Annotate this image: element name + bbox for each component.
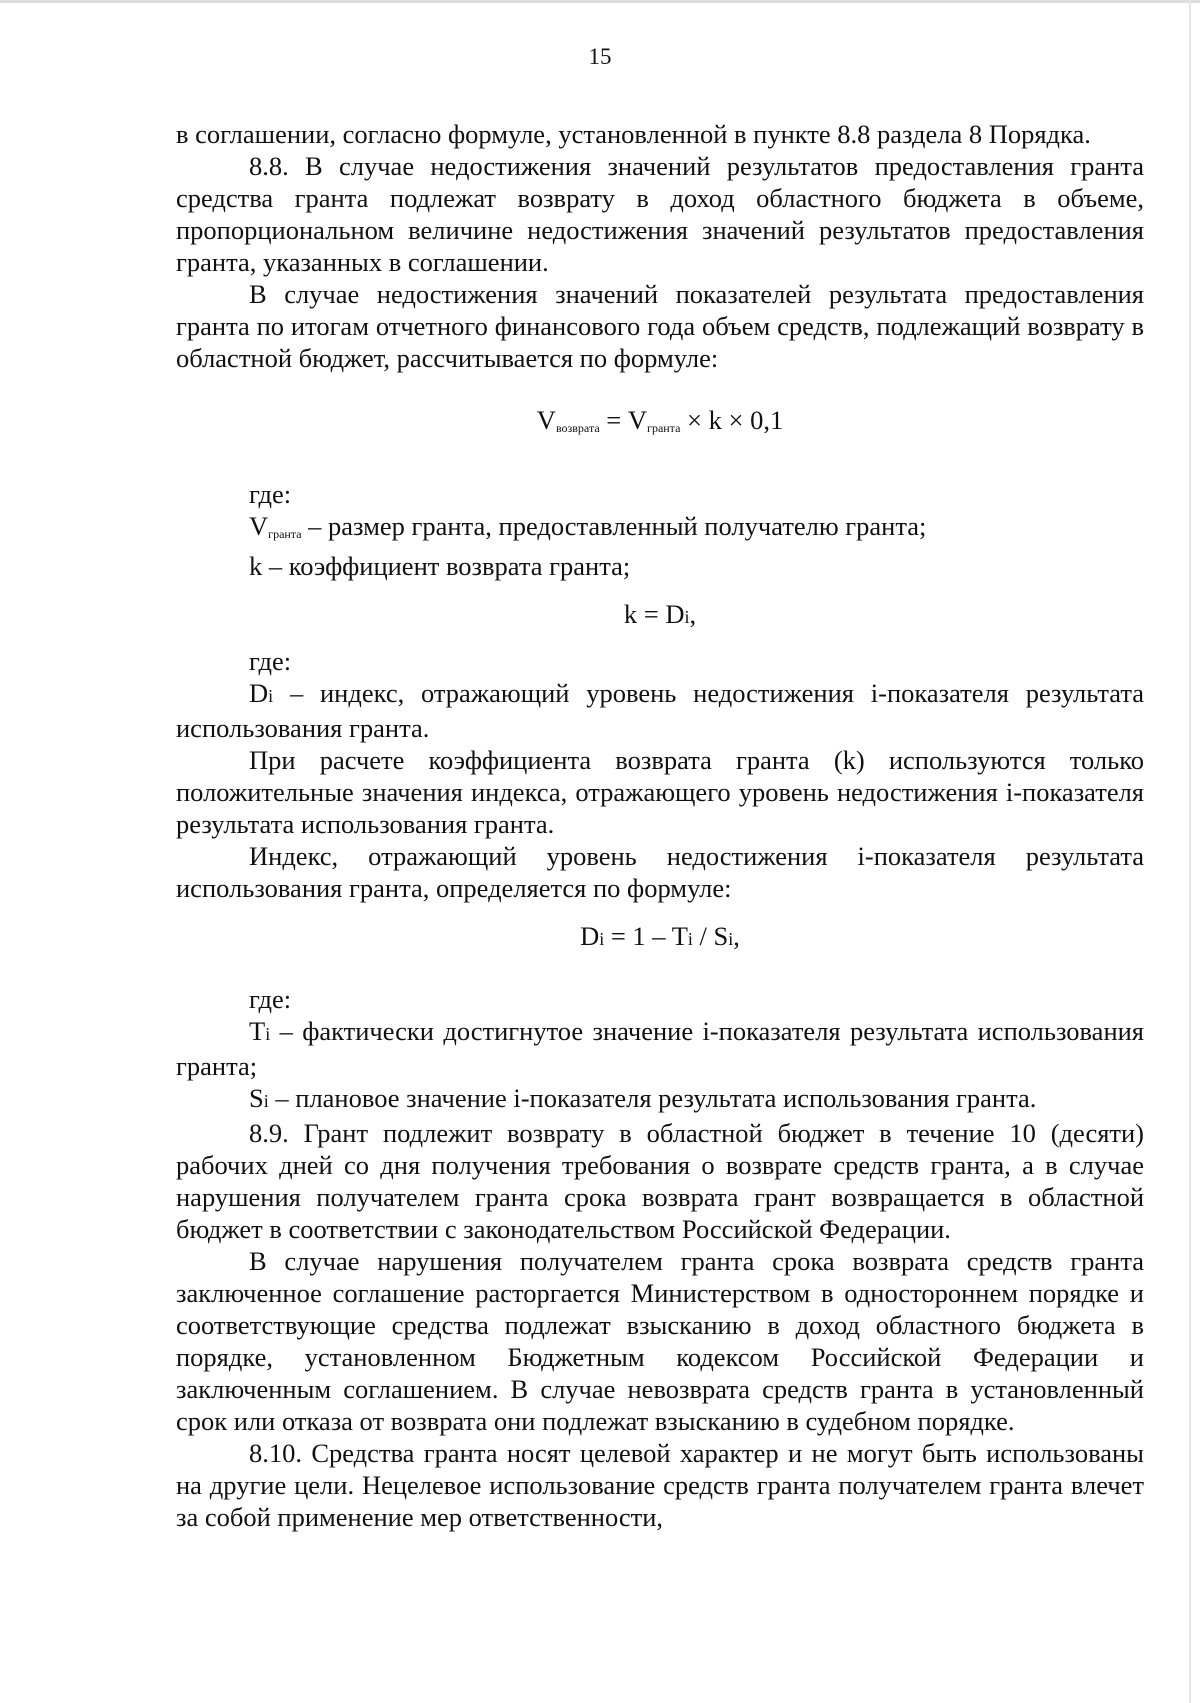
paragraph-positive-values: При расчете коэффициента возврата гранта (k) используются только положительные значения индекса, отражающего уровень недостижения i-показателя результата использования гранта. xyxy=(176,745,1144,839)
definition-di: Di – индекс, отражающий уровень недостижения i-показателя результата использования гранта. xyxy=(176,678,1144,743)
definition-ti: Ti – фактически достигнутое значение i-показателя результата использования гранта; xyxy=(176,1016,1144,1081)
scan-edge-top xyxy=(0,0,1200,3)
where-label-2: где: xyxy=(249,646,292,676)
formula-v-return: $V_{возврата} = V_{гранта} \times k \times 0,1$ xyxy=(536,405,784,435)
paragraph-violation: В случае нарушения получателем гранта срока возврата средств гранта заключенное соглашение расторгается Министерством в одностороннем порядке и соответствующие средства подлежат взысканию в доход областного бюджета в порядке, установленном Бюджетным кодексом Российской Федерации и заключенным соглашением. В случае невозврата средств гранта в установленный срок или отказа от возврата они подлежат взысканию в судебном порядке. xyxy=(176,1246,1144,1436)
formula-k: k = Di, xyxy=(623,599,697,629)
scan-edge-right xyxy=(1189,0,1191,1703)
definition-v-grant: $V_{гранта}$ – размер гранта, предоставленный получателю гранта; xyxy=(249,511,927,541)
page-number: 15 xyxy=(588,44,612,69)
definition-si: Si – плановое значение i-показателя результата использования гранта. xyxy=(249,1083,1037,1113)
paragraph-8-8: 8.8. В случае недостижения значений результатов предоставления гранта средства гранта подлежат возврату в доход областного бюджета в объеме, пропорциональном величине недостижения значений результатов предоставления гранта, указанных в соглашении. xyxy=(176,151,1144,277)
paragraph-formula-intro: В случае недостижения значений показателей результата предоставления гранта по итогам отчетного финансового года объем средств, подлежащий возврату в областной бюджет, рассчитывается по формуле: xyxy=(176,279,1144,373)
paragraph-continuation: в соглашении, согласно формуле, установленной в пункте 8.8 раздела 8 Порядка. xyxy=(176,119,1091,149)
definition-k: k – коэффициент возврата гранта; xyxy=(249,551,631,581)
paragraph-8-10: 8.10. Средства гранта носят целевой характер и не могут быть использованы на другие цели. Нецелевое использование средств гранта получателем гранта влечет за собой применение мер ответственности, xyxy=(176,1438,1144,1532)
document-body xyxy=(176,118,1144,1533)
where-label-1: где: xyxy=(249,479,292,509)
paragraph-index-formula-intro: Индекс, отражающий уровень недостижения i-показателя результата использования гранта, определяется по формуле: xyxy=(176,841,1144,903)
where-label-3: где: xyxy=(249,984,292,1014)
paragraph-8-9: 8.9. Грант подлежит возврату в областной бюджет в течение 10 (десяти) рабочих дней со дня получения требования о возврате средств гранта, а в случае нарушения получателем гранта срока возврата грант возвращается в областной бюджет в соответствии с законодательством Российской Федерации. xyxy=(176,1118,1144,1244)
formula-di: Di = 1 – Ti / Si, xyxy=(580,921,740,951)
